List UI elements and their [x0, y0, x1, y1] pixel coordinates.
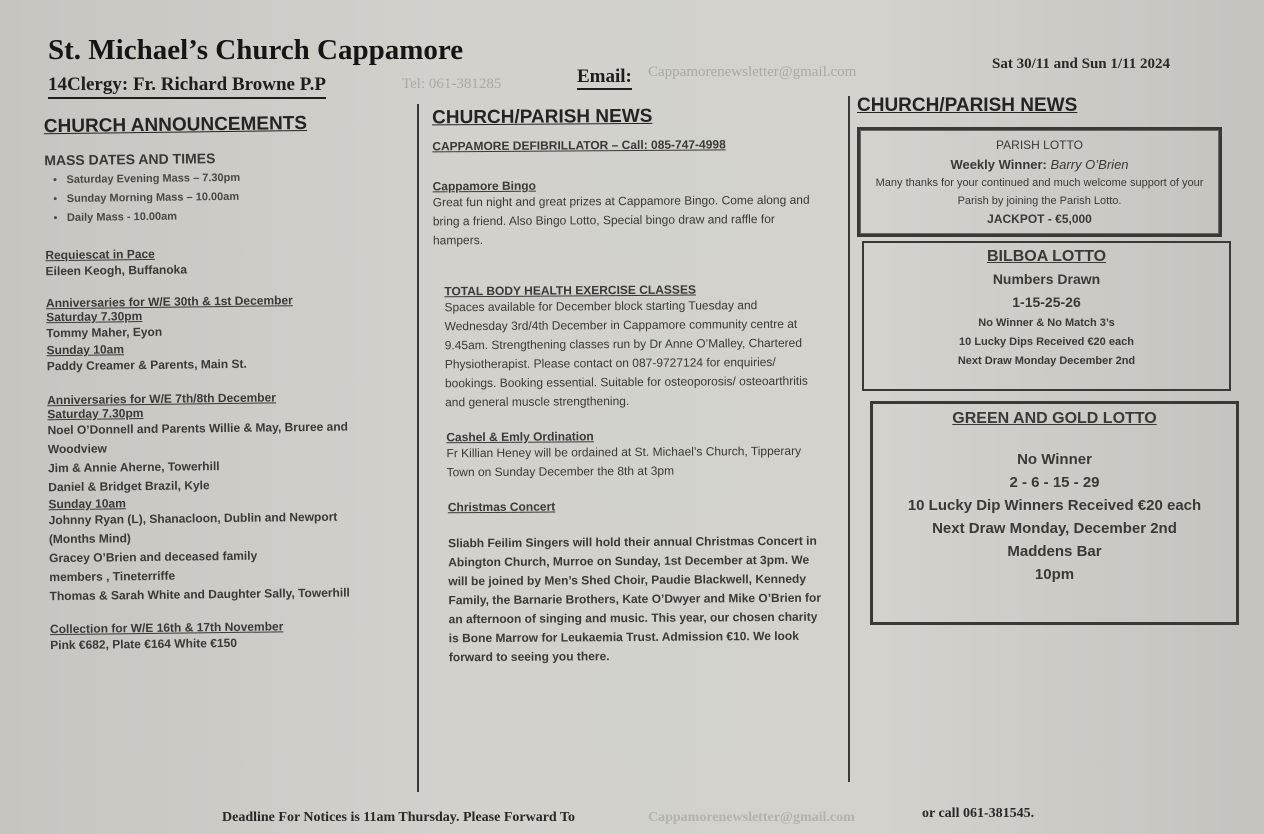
anniversary-name: Daniel & Bridget Brazil, Kyle [48, 478, 210, 495]
green-gold-result: No Winner [1017, 451, 1092, 468]
green-gold-next-draw: Next Draw Monday, December 2nd [932, 520, 1177, 537]
issue-date: Sat 30/11 and Sun 1/11 2024 [992, 56, 1170, 72]
parish-news-heading-right: CHURCH/PARISH NEWS [857, 95, 1078, 116]
anniversary-name: (Months Mind) [48, 531, 131, 547]
anniversary-name: Johnny Ryan (L), Shanacloon, Dublin and Newport [48, 509, 338, 528]
parish-news-column [432, 105, 826, 668]
concert-heading: Christmas Concert [447, 499, 556, 515]
forward-email[interactable]: Cappamorenewsletter@gmail.com [648, 810, 855, 825]
green-gold-time: 10pm [1034, 566, 1075, 583]
announcements-heading: CHURCH ANNOUNCEMENTS [43, 113, 308, 138]
concert-text: Sliabh Feilim Singers will hold their annual Christmas Concert in Abington Church, Murroe on Sunday, 1st December at 3pm. We will be joined by Men’s Shed Choir, Paudie Blackwell, Kennedy Family, the Barnarie Brothers, Kate O’Dwyer and Mike O’Brien for an afternoon of singing and music. This year, our chosen charity is Bone Marrow for Leukaemia Trust. Admission €10. We look forward to seeing you there. [448, 533, 822, 665]
anniversary-name: Woodview [47, 441, 107, 457]
anniversaries-heading-2: Anniversaries for W/E 7th/8th December [47, 390, 277, 408]
bingo-heading: Cappamore Bingo [432, 178, 536, 194]
bilboa-lucky-dips: 10 Lucky Dips Received €20 each [959, 336, 1134, 348]
requiescat-name: Eileen Keogh, Buffanoka [45, 262, 188, 279]
list-item: • Daily Mass - 10.00am [67, 205, 405, 228]
deadline-notice: Deadline For Notices is 11am Thursday. Please Forward To [222, 810, 575, 825]
weekly-winner-name: Barry O’Brien [1050, 157, 1129, 172]
anniversaries-heading-1: Anniversaries for W/E 30th & 1st December [45, 293, 293, 311]
anniversary-name: Thomas & Sarah White and Daughter Sally, Towerhill [49, 585, 350, 604]
email-label: Email: [577, 66, 632, 90]
bilboa-next-draw: Next Draw Monday December 2nd [957, 355, 1136, 367]
day-heading: Sunday 10am [48, 496, 126, 512]
call-notice: or call 061-381545. [922, 806, 1035, 821]
email-value[interactable]: Cappamorenewsletter@gmail.com [648, 64, 857, 80]
bilboa-lotto-box [862, 241, 1231, 391]
telephone-text: Tel: 061-381285 [402, 76, 502, 92]
ordination-heading: Cashel & Emly Ordination [446, 429, 594, 445]
green-gold-lotto-box [870, 401, 1239, 625]
weekly-winner-label: Weekly Winner: [950, 157, 1047, 172]
column-divider-left [417, 104, 419, 792]
anniversary-name: Gracey O’Brien and deceased family [49, 548, 258, 566]
ordination-text: Fr Killian Heney will be ordained at St. Michael’s Church, Tipperary Town on Sunday December the 8th at 3pm [446, 443, 802, 480]
exercise-text: Spaces available for December block starting Tuesday and Wednesday 3rd/4th December in Cappamore community centre at 9.45am. Strengthening classes run by Dr Anne O’Malley, Chartered Physiotherapist. Please contact on 087-9727124 for enquiries/ bookings. Booking essential. Suitable for osteoporosis/ osteoarthritis and general muscle strengthening. [444, 298, 808, 410]
parish-lotto-box [857, 127, 1222, 237]
clergy-line: 14Clergy: Fr. Richard Browne P.P [48, 74, 326, 99]
announcements-column [44, 112, 411, 655]
green-gold-numbers: 2 - 6 - 15 - 29 [1009, 474, 1100, 491]
requiescat-heading: Requiescat in Pace [45, 246, 155, 263]
mass-times-heading: MASS DATES AND TIMES [44, 150, 216, 169]
bilboa-numbers: 1-15-25-26 [1012, 294, 1081, 310]
parish-lotto-jackpot: JACKPOT - €5,000 [987, 212, 1092, 226]
defibrillator-notice: CAPPAMORE DEFIBRILLATOR – Call: 085-747-4998 [432, 137, 726, 154]
anniversary-name: Noel O’Donnell and Parents Willie & May, Bruree and [47, 419, 349, 438]
bingo-text: Great fun night and great prizes at Cappamore Bingo. Come along and bring a friend. Also Bingo Lotto, Special bingo draw and raffle for hampers. [432, 192, 810, 248]
anniversary-name: Jim & Annie Aherne, Towerhill [47, 459, 220, 476]
green-gold-lotto-title: GREEN AND GOLD LOTTO [952, 410, 1157, 427]
mass-times-list [44, 167, 405, 228]
column-divider-right [848, 96, 850, 782]
day-heading: Sunday 10am [46, 342, 125, 358]
anniversary-name: Paddy Creamer & Parents, Main St. [46, 356, 247, 374]
day-heading: Saturday 7.30pm [47, 406, 144, 422]
church-title: St. Michael’s Church Cappamore [48, 34, 464, 66]
collection-heading: Collection for W/E 16th & 17th November [49, 619, 284, 637]
bilboa-numbers-label: Numbers Drawn [992, 271, 1101, 287]
bilboa-result: No Winner & No Match 3’s [978, 317, 1115, 329]
collection-amounts: Pink €682, Plate €164 White €150 [50, 635, 238, 653]
anniversary-name: Tommy Maher, Eyon [46, 324, 163, 341]
day-heading: Saturday 7.30pm [46, 309, 143, 325]
anniversary-name: members , Tineterriffe [49, 568, 176, 585]
green-gold-venue: Maddens Bar [1007, 543, 1102, 560]
parish-lotto-title: PARISH LOTTO [996, 138, 1083, 152]
bilboa-lotto-title: BILBOA LOTTO [986, 248, 1107, 265]
green-gold-lucky-dips: 10 Lucky Dip Winners Received €20 each [907, 497, 1202, 514]
exercise-heading: TOTAL BODY HEALTH EXERCISE CLASSES [444, 282, 696, 299]
list-item: • Sunday Morning Mass – 10.00am [67, 186, 405, 209]
parish-lotto-thanks: Many thanks for your continued and much welcome support of your Parish by joining the Parish Lotto. [875, 177, 1204, 207]
parish-news-heading: CHURCH/PARISH NEWS [432, 105, 653, 129]
list-item: • Saturday Evening Mass – 7.30pm [66, 167, 404, 190]
